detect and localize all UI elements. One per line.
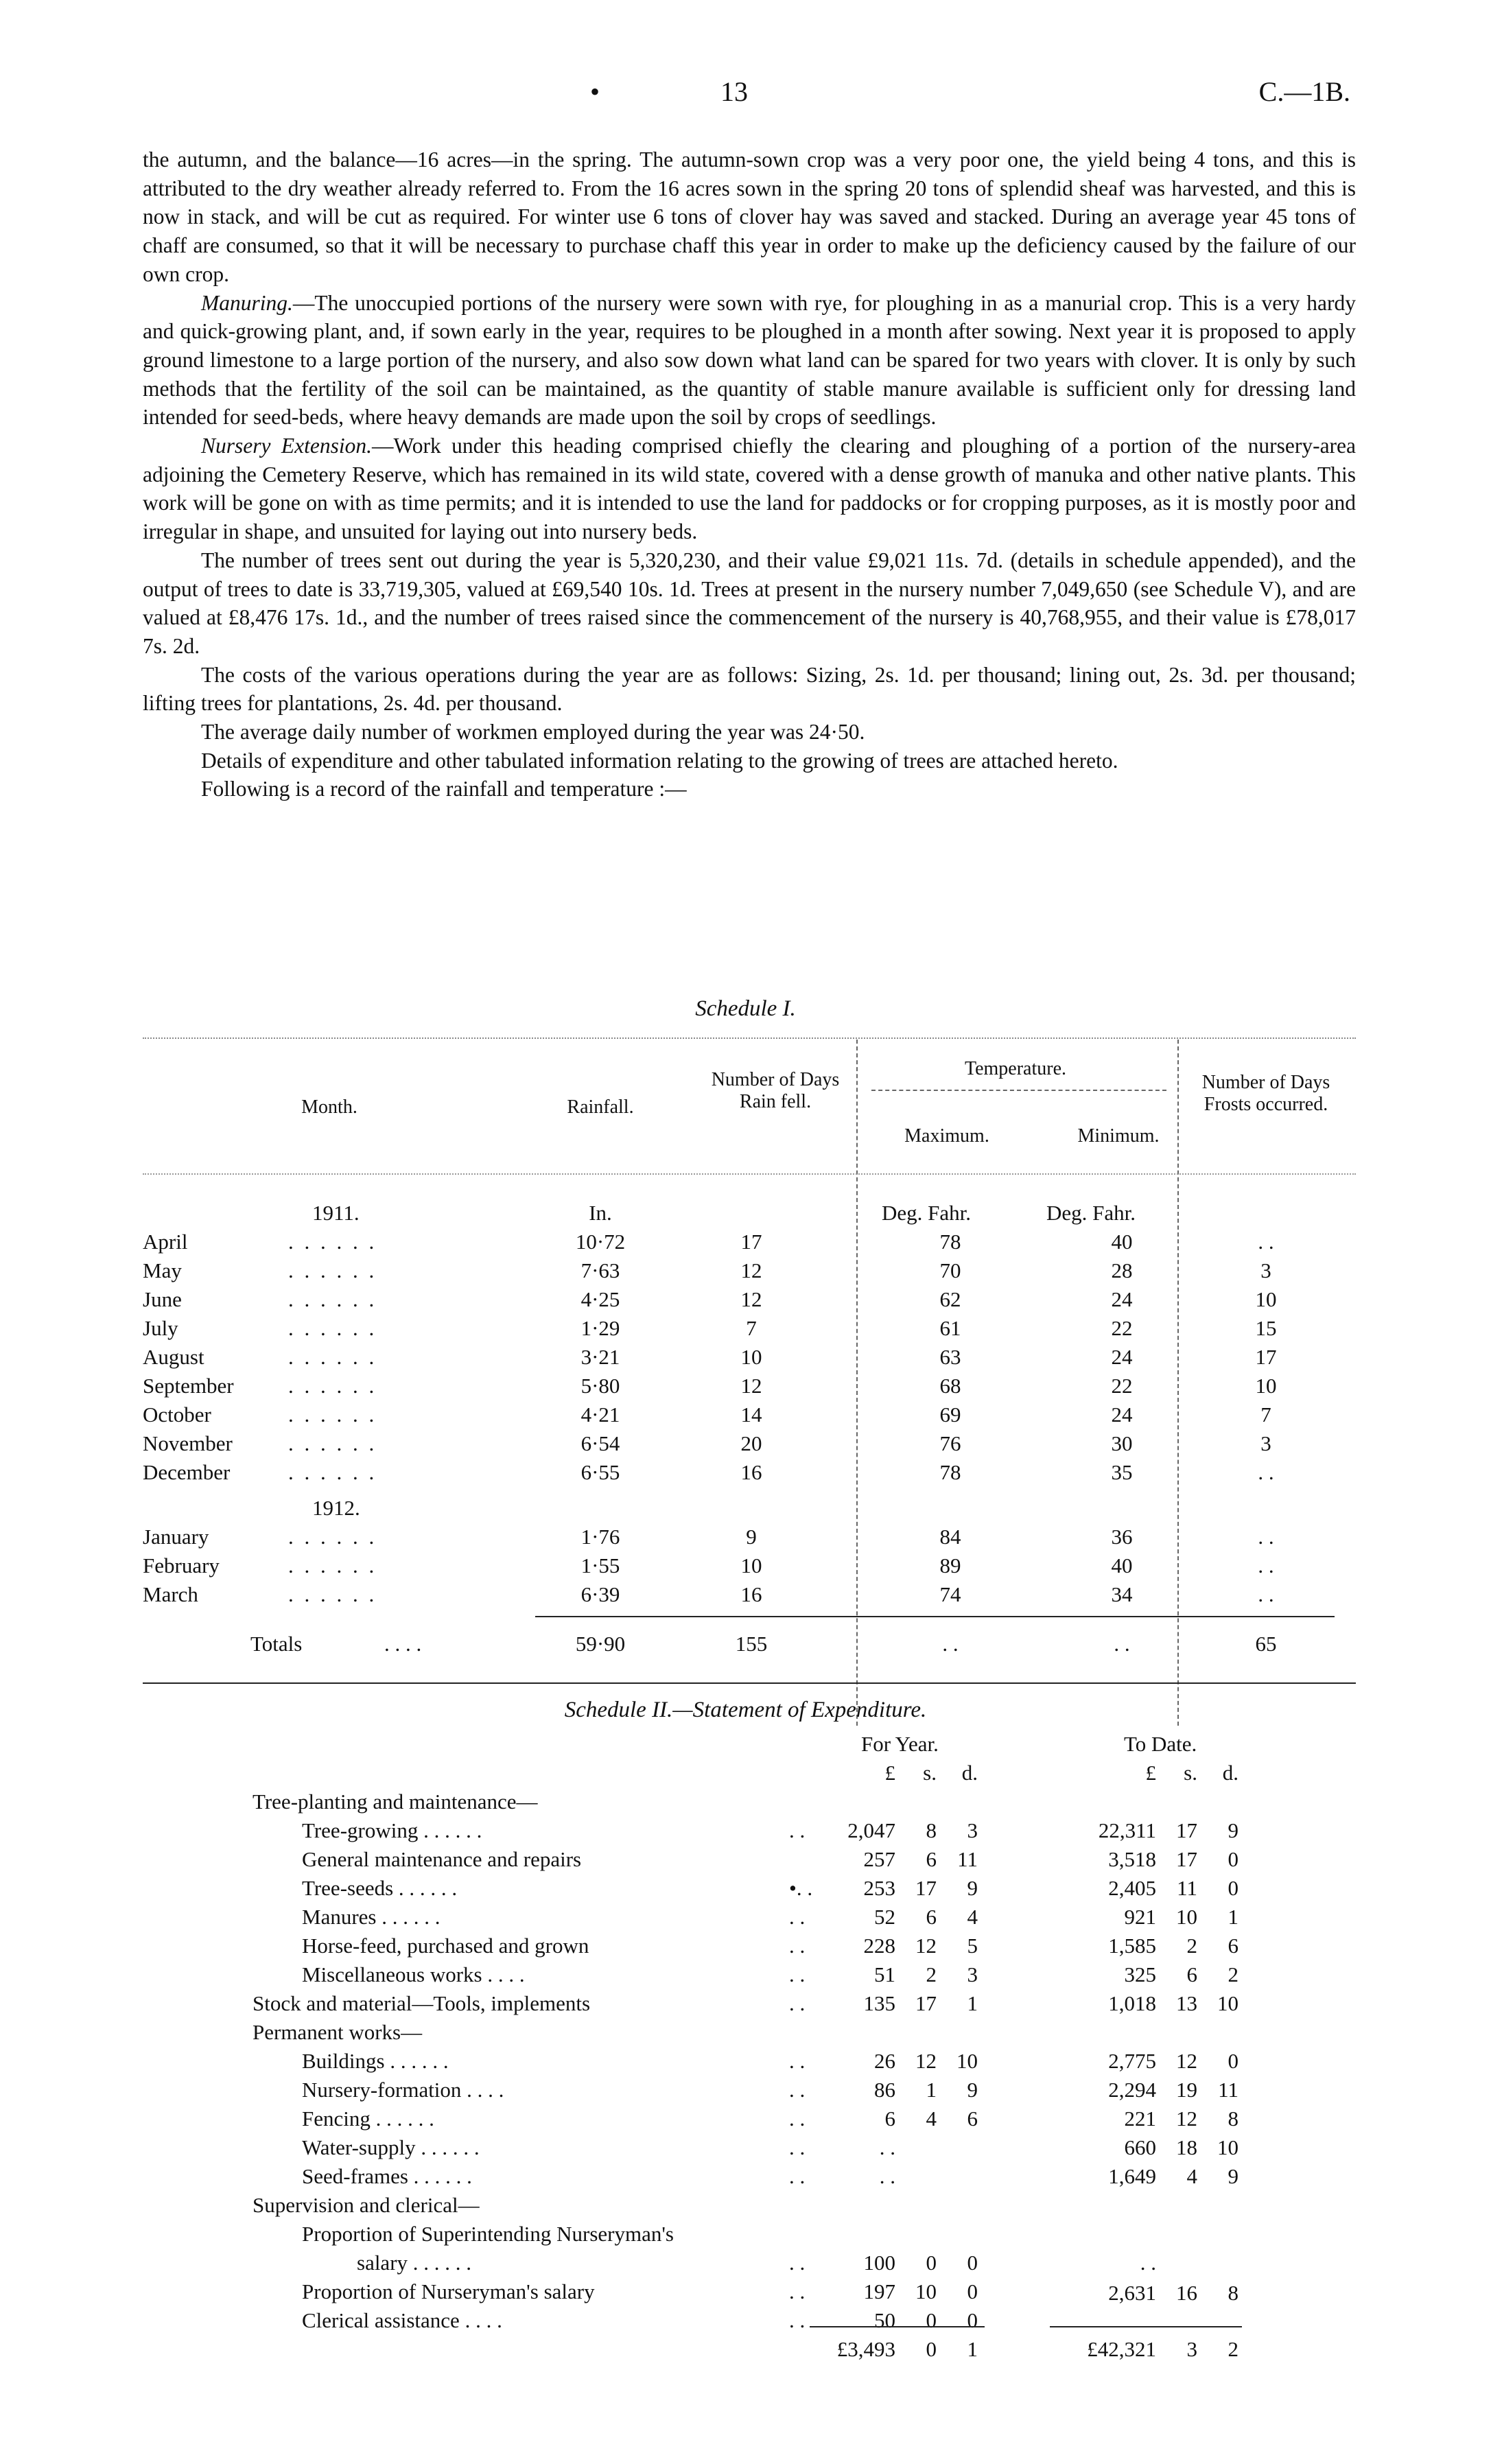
- to-date-pounds: 221: [1124, 2107, 1156, 2131]
- to-date-pence: 8: [1228, 2107, 1238, 2131]
- for-year-pounds: 26: [874, 2049, 895, 2073]
- leader-dots: . .: [789, 2049, 806, 2073]
- frosts-cell: 3: [1260, 1258, 1271, 1282]
- to-date-pence: 2: [1228, 1962, 1238, 1986]
- days-cell: 14: [740, 1403, 762, 1427]
- expenditure-row: [0, 1847, 1491, 1876]
- for-year-shillings: 2: [926, 1962, 937, 1986]
- grand-total-shillings: 0: [926, 2337, 937, 2361]
- leader-dots: . .: [789, 1905, 806, 1929]
- for-year-pence: 10: [956, 2049, 978, 2073]
- header-maximum: Maximum.: [904, 1125, 989, 1147]
- expenditure-row: [0, 1905, 1491, 1934]
- expenditure-row: [0, 2078, 1491, 2107]
- to-date-pence: 1: [1228, 1905, 1238, 1929]
- to-date-pence: 10: [1217, 2135, 1238, 2159]
- month-dots: . . . . . .: [288, 1230, 377, 1254]
- leader-dots: . .: [789, 2164, 806, 2188]
- grand-total-pence: 1: [967, 2337, 978, 2361]
- month: October: [143, 1403, 211, 1427]
- totals-rain: 59·90: [575, 1632, 626, 1656]
- year-1912: 1912.: [312, 1496, 360, 1520]
- leader-dots: . .: [789, 2107, 806, 2131]
- for-year-shillings: 0: [926, 2251, 937, 2275]
- month-dots: . . . . . .: [288, 1258, 377, 1282]
- unit-rain: In.: [589, 1201, 612, 1225]
- expenditure-label: Fencing . . . . . .: [302, 2107, 434, 2131]
- unit-max: Deg. Fahr.: [882, 1201, 972, 1225]
- paragraph-costs: The costs of the various operations during the year are as follows: Sizing, 2s. 1d. per thousand; lining out, 2s. 3d. per thousand; lifting trees for plantations, 2s. 4d. per thousand.: [143, 662, 1356, 716]
- for-year-pounds: 253: [863, 1876, 895, 1900]
- frosts-cell: 7: [1260, 1403, 1271, 1427]
- month-dots: . . . . . .: [288, 1374, 377, 1398]
- header-for-year: For Year.: [861, 1732, 939, 1756]
- rainfall-cell: 4·25: [580, 1287, 620, 1311]
- to-date-shillings: 4: [1186, 2164, 1197, 2188]
- days-cell: 12: [740, 1287, 762, 1311]
- paragraph-1: the autumn, and the balance—16 acres—in the spring. The autumn-sown crop was a very poor one, the yield being 4 tons, and this is attributed to the dry weather already referred to. From the 16 acres sown in the spring 20 tons of splendid sheaf was harvested, and this is now in stack, and will be cut as required. For winter use 6 tons of clover hay was saved and stacked. During an average year 45 tons of chaff are consumed, so that it will be necessary to purchase chaff this year in order to make up the deficiency caused by the failure of our own crop.: [143, 148, 1356, 286]
- expenditure-label: Seed-frames . . . . . .: [302, 2164, 472, 2188]
- leader-dots: . .: [789, 2135, 806, 2159]
- grand-total-pence-to-date: 2: [1228, 2337, 1238, 2361]
- to-date-pounds: 325: [1124, 1962, 1156, 1986]
- days-cell: 10: [740, 1553, 762, 1577]
- for-year-pence: 9: [967, 2078, 978, 2102]
- maximum-cell: 78: [939, 1460, 961, 1484]
- month: January: [143, 1525, 209, 1549]
- month: July: [143, 1316, 178, 1340]
- heading-nursery-extension: Nursery Extension.: [201, 434, 373, 458]
- to-date-pounds: 3,518: [1108, 1847, 1156, 1871]
- expenditure-row: [0, 2251, 1491, 2279]
- maximum-cell: 68: [939, 1374, 961, 1398]
- month-dots: . . . . . .: [288, 1345, 377, 1369]
- for-year-shillings: 12: [915, 1934, 937, 1958]
- expenditure-label: Buildings . . . . . .: [302, 2049, 449, 2073]
- to-date-shillings: 11: [1177, 1876, 1197, 1900]
- unit-pence-to-date: d.: [1222, 1761, 1238, 1785]
- for-year-pence: 0: [967, 2279, 978, 2303]
- expenditure-row: [0, 2308, 1491, 2337]
- expenditure-row: [0, 1934, 1491, 1962]
- maximum-cell: 89: [939, 1553, 961, 1577]
- to-date-pounds: 1,649: [1108, 2164, 1156, 2188]
- for-year-pence: 9: [967, 1876, 978, 1900]
- expenditure-label: Horse-feed, purchased and grown: [302, 1934, 589, 1958]
- year-1911: 1911.: [312, 1201, 360, 1225]
- paragraph-details: Details of expenditure and other tabulated information relating to the growing of trees are attached hereto.: [201, 748, 1118, 773]
- month-dots: . . . . . .: [288, 1460, 377, 1484]
- to-date-pounds: 660: [1124, 2135, 1156, 2159]
- for-year-shillings: 1: [926, 2078, 937, 2102]
- rainfall-cell: 1·55: [580, 1553, 620, 1577]
- to-date-shillings: 6: [1186, 1962, 1197, 1986]
- expenditure-label: Manures . . . . . .: [302, 1905, 441, 1929]
- maximum-cell: 74: [939, 1582, 961, 1606]
- month-dots: . . . . . .: [288, 1431, 377, 1455]
- month-dots: . . . . . .: [288, 1287, 377, 1311]
- to-date-pence: 9: [1228, 2164, 1238, 2188]
- minimum-cell: 24: [1111, 1345, 1133, 1369]
- for-year-shillings: 0: [926, 2308, 937, 2332]
- bracket-total-pence: 8: [1228, 2281, 1238, 2305]
- month-dots: . . . . . .: [288, 1403, 377, 1427]
- page-number: 13: [720, 76, 748, 107]
- for-year-pence: 3: [967, 1818, 978, 1842]
- expenditure-row: [0, 2135, 1491, 2164]
- expenditure-label: Proportion of Nurseryman's salary: [302, 2279, 595, 2303]
- rainfall-cell: 6·55: [580, 1460, 620, 1484]
- rainfall-cell: 1·76: [580, 1525, 620, 1549]
- maximum-cell: 61: [939, 1316, 961, 1340]
- minimum-cell: 28: [1111, 1258, 1133, 1282]
- month: September: [143, 1374, 234, 1398]
- leader-dots: . .: [789, 2279, 806, 2303]
- expenditure-label: Water-supply . . . . . .: [302, 2135, 480, 2159]
- schedule2-units-row: [0, 1761, 1491, 1790]
- paragraph-workmen: The average daily number of workmen employed during the year was 24·50.: [201, 720, 865, 744]
- heading-manuring: Manuring.: [201, 290, 293, 315]
- to-date-shillings: 13: [1176, 1991, 1197, 2015]
- to-date-pence: 11: [1218, 2078, 1238, 2102]
- for-year-pounds: 228: [863, 1934, 895, 1958]
- for-year-shillings: 6: [926, 1847, 937, 1871]
- to-date-pence: 6: [1228, 1934, 1238, 1958]
- expenditure-label: Nursery-formation . . . .: [302, 2078, 504, 2102]
- days-cell: 17: [740, 1230, 762, 1254]
- month-dots: . . . . . .: [288, 1316, 377, 1340]
- maximum-cell: 70: [939, 1258, 961, 1282]
- frosts-cell: . .: [1258, 1582, 1274, 1606]
- schedule2-header-row: [0, 1732, 1491, 1761]
- to-date-shillings: 12: [1176, 2049, 1197, 2073]
- for-year-pounds: 257: [863, 1847, 895, 1871]
- for-year-shillings: 17: [915, 1991, 937, 2015]
- rainfall-cell: 1·29: [580, 1316, 620, 1340]
- grand-total-pounds-to-date: £42,321: [1087, 2337, 1156, 2361]
- frosts-cell: 10: [1255, 1374, 1277, 1398]
- to-date-pence: 9: [1228, 1818, 1238, 1842]
- bracket-total-row: [0, 2281, 1491, 2310]
- expenditure-label: Stock and material—Tools, implements: [253, 1991, 591, 2015]
- maximum-cell: 84: [939, 1525, 961, 1549]
- expenditure-label: Proportion of Superintending Nurseryman's: [302, 2222, 674, 2246]
- paragraph-trees: The number of trees sent out during the year is 5,320,230, and their value £9,021 11s. 7d. (details in schedule appended), and the output of trees to date is 33,719,305, valued at £69,540 10s. 1d. Trees at present in the nursery number 7,049,650 (see Schedule V), and are valued at £8,476 17s. 1d., and the number of trees raised since the commencement of the nursery is 40,768,955, and their value is £78,017 7s. 2d.: [143, 548, 1356, 658]
- header-temperature: Temperature.: [964, 1058, 1067, 1079]
- expenditure-label: Supervision and clerical—: [253, 2193, 480, 2217]
- month-dots: . . . . . .: [288, 1582, 377, 1606]
- header-dot: •: [590, 76, 600, 107]
- frosts-cell: . .: [1258, 1230, 1274, 1254]
- minimum-cell: 40: [1111, 1553, 1133, 1577]
- unit-pence: d.: [961, 1761, 978, 1785]
- expenditure-row: [0, 2193, 1491, 2222]
- total-rule-to-date: [1050, 2326, 1242, 2327]
- schedule2-caption: Schedule II.—Statement of Expenditure.: [564, 1698, 927, 1722]
- expenditure-row: [0, 1876, 1491, 1905]
- expenditure-label: Miscellaneous works . . . .: [302, 1962, 525, 1986]
- for-year-shillings: 4: [926, 2107, 937, 2131]
- rainfall-cell: 5·80: [580, 1374, 620, 1398]
- minimum-cell: 34: [1111, 1582, 1133, 1606]
- minimum-cell: 22: [1111, 1316, 1133, 1340]
- for-year-pence: 1: [967, 1991, 978, 2015]
- to-date-pence: 10: [1217, 1991, 1238, 2015]
- paragraph-following: Following is a record of the rainfall and temperature :—: [201, 777, 687, 801]
- leader-dots: •. .: [789, 1876, 813, 1900]
- expenditure-row: [0, 1962, 1491, 1991]
- rainfall-cell: 4·21: [580, 1403, 620, 1427]
- to-date-shillings: 19: [1176, 2078, 1197, 2102]
- totals-dots: . . . .: [384, 1632, 422, 1656]
- unit-shillings: s.: [923, 1761, 937, 1785]
- rainfall-cell: 6·39: [580, 1582, 620, 1606]
- frosts-cell: 3: [1260, 1431, 1271, 1455]
- to-date-shillings: 2: [1186, 1934, 1197, 1958]
- frosts-cell: 17: [1255, 1345, 1277, 1369]
- paragraph-nursery-extension-text: —Work under this heading comprised chiefly the clearing and ploughing of a portion of the nursery-area adjoining the Cemetery Reserve, which has remained in its wild state, covered with a dense growth of manuka and other native plants. This work will be gone on with as time permits; and it is intended to use the land for paddocks or for cropping purposes, as it is mostly poor and irregular in shape, and unsuited for laying out into nursery beds.: [143, 434, 1356, 544]
- to-date-shillings: 17: [1176, 1847, 1197, 1871]
- for-year-pounds: 50: [874, 2308, 895, 2332]
- for-year-pounds: 86: [874, 2078, 895, 2102]
- header-rainfall: Rainfall.: [567, 1096, 634, 1118]
- minimum-cell: 22: [1111, 1374, 1133, 1398]
- for-year-pounds: 197: [863, 2279, 895, 2303]
- maximum-cell: 63: [939, 1345, 961, 1369]
- for-year-pence: 0: [967, 2251, 978, 2275]
- expenditure-label: salary . . . . . .: [357, 2251, 472, 2275]
- frosts-cell: . .: [1258, 1525, 1274, 1549]
- frosts-cell: . .: [1258, 1553, 1274, 1577]
- minimum-cell: 24: [1111, 1403, 1133, 1427]
- to-date-shillings: 17: [1176, 1818, 1197, 1842]
- for-year-shillings: 6: [926, 1905, 937, 1929]
- totals-days: 155: [735, 1632, 768, 1656]
- minimum-cell: 40: [1111, 1230, 1133, 1254]
- for-year-pounds: 2,047: [847, 1818, 895, 1842]
- for-year-pence: 4: [967, 1905, 978, 1929]
- for-year-pence: 0: [967, 2308, 978, 2332]
- header-frosts: Number of Days Frosts occurred.: [1201, 1072, 1330, 1115]
- to-date-pounds: . .: [1140, 2251, 1156, 2275]
- to-date-pounds: 1,585: [1108, 1934, 1156, 1958]
- header-to-date: To Date.: [1124, 1732, 1197, 1756]
- to-date-pounds: 2,405: [1108, 1876, 1156, 1900]
- month: November: [143, 1431, 233, 1455]
- grand-total-pounds: £3,493: [836, 2337, 895, 2361]
- for-year-pence: 5: [967, 1934, 978, 1958]
- expenditure-label: General maintenance and repairs: [302, 1847, 582, 1871]
- expenditure-row: [0, 2107, 1491, 2135]
- frosts-cell: 15: [1255, 1316, 1277, 1340]
- grand-total-row: [0, 2337, 1491, 2366]
- for-year-pounds: 135: [863, 1991, 895, 2015]
- leader-dots: . .: [789, 2251, 806, 2275]
- maximum-cell: 69: [939, 1403, 961, 1427]
- for-year-pence: 3: [967, 1962, 978, 1986]
- expenditure-row: [0, 2020, 1491, 2049]
- for-year-pounds: 100: [863, 2251, 895, 2275]
- for-year-pence: 6: [967, 2107, 978, 2131]
- for-year-shillings: 17: [915, 1876, 937, 1900]
- to-date-pounds: 2,775: [1108, 2049, 1156, 2073]
- for-year-pounds: 52: [874, 1905, 895, 1929]
- days-cell: 20: [740, 1431, 762, 1455]
- to-date-shillings: 10: [1176, 1905, 1197, 1929]
- total-rule-for-year: [810, 2326, 985, 2327]
- to-date-pounds: 1,018: [1108, 1991, 1156, 2015]
- rainfall-cell: 10·72: [575, 1230, 626, 1254]
- for-year-pounds: . .: [879, 2164, 895, 2188]
- expenditure-label: Tree-seeds . . . . . .: [302, 1876, 458, 1900]
- leader-dots: . .: [789, 2078, 806, 2102]
- grand-total-shillings-to-date: 3: [1186, 2337, 1197, 2361]
- to-date-pounds: 921: [1124, 1905, 1156, 1929]
- month: December: [143, 1460, 231, 1484]
- expenditure-label: Permanent works—: [253, 2020, 423, 2044]
- header-days: Number of Days Rain fell.: [711, 1069, 840, 1112]
- leader-dots: . .: [789, 1934, 806, 1958]
- for-year-pounds: 51: [874, 1962, 895, 1986]
- header-minimum: Minimum.: [1077, 1125, 1160, 1147]
- expenditure-row: [0, 1991, 1491, 2020]
- days-cell: 16: [740, 1582, 762, 1606]
- totals-max: . .: [942, 1632, 959, 1656]
- bracket-total-shillings: 16: [1176, 2281, 1197, 2305]
- rainfall-cell: 3·21: [580, 1345, 620, 1369]
- month: April: [143, 1230, 188, 1254]
- expenditure-row: [0, 2164, 1491, 2193]
- maximum-cell: 62: [939, 1287, 961, 1311]
- to-date-pence: 0: [1228, 2049, 1238, 2073]
- totals-label: Totals: [250, 1632, 303, 1656]
- totals-frost: 65: [1255, 1632, 1277, 1656]
- for-year-pounds: . .: [879, 2135, 895, 2159]
- to-date-pounds: 2,294: [1108, 2078, 1156, 2102]
- expenditure-row: [0, 1790, 1491, 1818]
- expenditure-label: Tree-growing . . . . . .: [302, 1818, 482, 1842]
- unit-pounds: £: [884, 1761, 895, 1785]
- document-code: C.—1B.: [1258, 76, 1350, 107]
- expenditure-row: [0, 2049, 1491, 2078]
- month: March: [143, 1582, 198, 1606]
- frosts-cell: . .: [1258, 1460, 1274, 1484]
- month-dots: . . . . . .: [288, 1553, 377, 1577]
- to-date-shillings: 18: [1176, 2135, 1197, 2159]
- rainfall-cell: 6·54: [580, 1431, 620, 1455]
- leader-dots: . .: [789, 1818, 806, 1842]
- expenditure-label: Clerical assistance . . . .: [302, 2308, 502, 2332]
- frosts-cell: 10: [1255, 1287, 1277, 1311]
- for-year-pence: 11: [957, 1847, 978, 1871]
- days-cell: 10: [740, 1345, 762, 1369]
- header-month: Month.: [301, 1096, 357, 1118]
- days-cell: 16: [740, 1460, 762, 1484]
- leader-dots: . .: [789, 2308, 806, 2332]
- paragraph-manuring-text: —The unoccupied portions of the nursery were sown with rye, for ploughing in as a manurial crop. This is a very hardy and quick-growing plant, and, if sown early in the year, requires to be ploughed in a month after sowing. Next year it is proposed to apply ground limestone to a large portion of the nursery, and also sow down what land can be spared for two years with clover. It is only by such methods that the fertility of the soil can be maintained, as the quantity of stable manure available is sufficient only for dressing land intended for seed-beds, where heavy demands are made upon the soil by crops of seedlings.: [143, 290, 1356, 430]
- maximum-cell: 78: [939, 1230, 961, 1254]
- for-year-shillings: 12: [915, 2049, 937, 2073]
- minimum-cell: 36: [1111, 1525, 1133, 1549]
- days-cell: 12: [740, 1374, 762, 1398]
- unit-pounds-to-date: £: [1145, 1761, 1156, 1785]
- month-dots: . . . . . .: [288, 1525, 377, 1549]
- for-year-shillings: 8: [926, 1818, 937, 1842]
- to-date-pence: 0: [1228, 1847, 1238, 1871]
- minimum-cell: 30: [1111, 1431, 1133, 1455]
- totals-min: . .: [1114, 1632, 1130, 1656]
- days-cell: 7: [746, 1316, 757, 1340]
- leader-dots: . .: [789, 1962, 806, 1986]
- minimum-cell: 35: [1111, 1460, 1133, 1484]
- leader-dots: . .: [789, 1991, 806, 2015]
- minimum-cell: 24: [1111, 1287, 1133, 1311]
- for-year-pounds: 6: [884, 2107, 895, 2131]
- month: August: [143, 1345, 204, 1369]
- for-year-shillings: 10: [915, 2279, 937, 2303]
- maximum-cell: 76: [939, 1431, 961, 1455]
- rainfall-cell: 7·63: [580, 1258, 620, 1282]
- to-date-pence: 0: [1228, 1876, 1238, 1900]
- schedule1-caption: Schedule I.: [695, 996, 796, 1021]
- unit-min: Deg. Fahr.: [1046, 1201, 1136, 1225]
- month: May: [143, 1258, 182, 1282]
- days-cell: 9: [746, 1525, 757, 1549]
- to-date-pounds: 22,311: [1098, 1818, 1156, 1842]
- bracket-total-pounds: 2,631: [1108, 2281, 1156, 2305]
- unit-shillings-to-date: s.: [1184, 1761, 1197, 1785]
- to-date-shillings: 12: [1176, 2107, 1197, 2131]
- days-cell: 12: [740, 1258, 762, 1282]
- expenditure-row: [0, 1818, 1491, 1847]
- expenditure-label: Tree-planting and maintenance—: [253, 1790, 538, 1814]
- expenditure-row: [0, 2222, 1491, 2251]
- month: June: [143, 1287, 182, 1311]
- month: February: [143, 1553, 220, 1577]
